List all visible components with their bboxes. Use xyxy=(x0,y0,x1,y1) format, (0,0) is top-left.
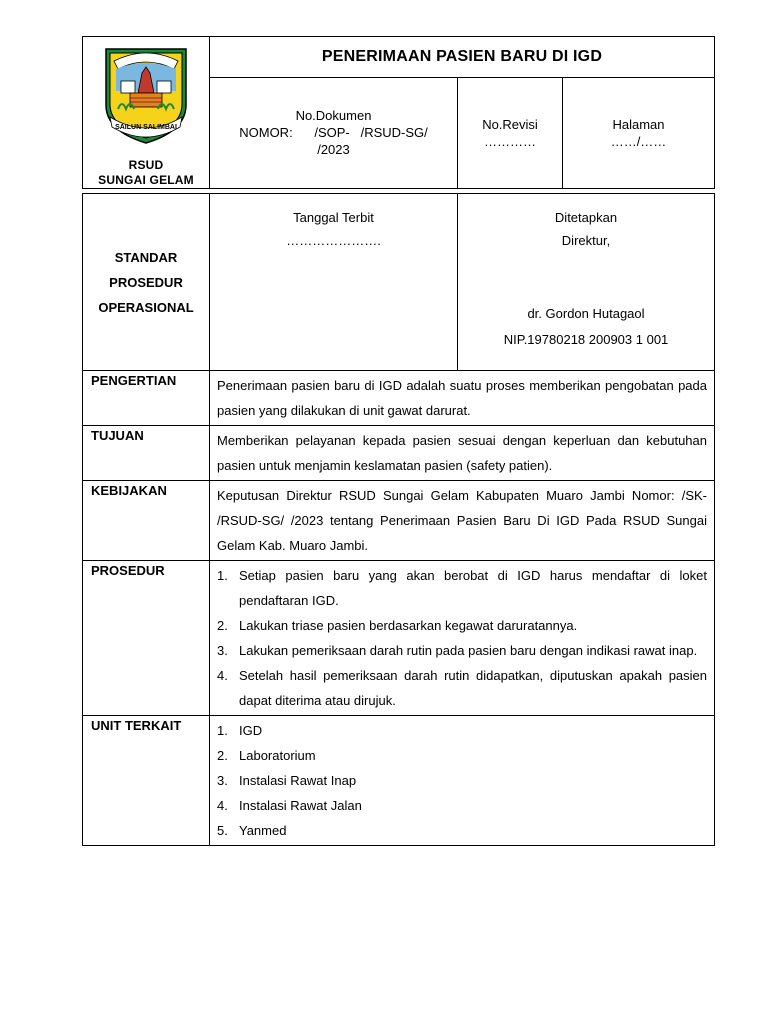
prosedur-content xyxy=(210,561,715,716)
kebijakan-text: Keputusan Direktur RSUD Sungai Gelam Kabupaten Muaro Jambi Nomor: /SK- /RSUD-SG/ /2023 tentang Penerimaan Pasien Baru Di IGD Pada RSUD Sungai Gelam Kab. Muaro Jambi. xyxy=(210,481,715,561)
tanggal-terbit-value: …………………. xyxy=(286,233,381,248)
list-item xyxy=(217,563,707,613)
list-item xyxy=(217,718,707,743)
nomor-year: /2023 xyxy=(317,142,350,158)
list-item-number: 1. xyxy=(217,723,228,738)
logo-cell xyxy=(83,37,210,189)
list-item-number: 5. xyxy=(217,823,228,838)
tanggal-terbit-cell xyxy=(210,194,458,371)
sop-document xyxy=(82,36,714,846)
list-item xyxy=(217,793,707,818)
pengertian-label: PENGERTIAN xyxy=(83,371,210,426)
regency-emblem-logo xyxy=(94,43,198,147)
list-item-number: 3. xyxy=(217,643,228,658)
tujuan-text: Memberikan pelayanan kepada pasien sesuai dengan keperluan dan kebutuhan pasien untuk menjamin keslamatan pasien (safety patien). xyxy=(210,426,715,481)
list-item-text: IGD xyxy=(239,723,263,738)
sop-label-line2: PROSEDUR xyxy=(109,274,183,290)
title-cell xyxy=(210,37,715,78)
kebijakan-label: KEBIJAKAN xyxy=(83,481,210,561)
no-revisi-value: ………… xyxy=(484,133,536,149)
unit-terkait-list xyxy=(217,718,707,843)
prosedur-label: PROSEDUR xyxy=(83,561,210,716)
list-item-text: Instalasi Rawat Inap xyxy=(239,773,357,788)
tanggal-terbit-label: Tanggal Terbit xyxy=(293,210,374,225)
list-item xyxy=(217,638,707,663)
halaman-cell xyxy=(563,77,715,188)
no-dokumen-label: No.Dokumen xyxy=(295,108,372,124)
list-item-number: 2. xyxy=(217,618,228,633)
ditetapkan-cell xyxy=(458,194,715,371)
tujuan-label: TUJUAN xyxy=(83,426,210,481)
document-header xyxy=(82,36,715,189)
list-item-text: Setelah hasil pemeriksaan darah rutin didapatkan, diputuskan apakah pasien dapat diterima atau dirujuk. xyxy=(239,668,707,708)
sop-label-line3: OPERASIONAL xyxy=(98,299,194,315)
no-revisi-label: No.Revisi xyxy=(482,116,538,132)
no-dokumen-cell xyxy=(210,77,458,188)
halaman-label: Halaman xyxy=(612,116,665,132)
hospital-name-line1: RSUD xyxy=(128,158,164,172)
director-nip: NIP.19780218 200903 1 001 xyxy=(503,332,669,347)
sop-label-cell xyxy=(83,194,210,371)
sop-label-line1: STANDAR xyxy=(114,249,178,265)
list-item-number: 4. xyxy=(217,668,228,683)
list-item-number: 3. xyxy=(217,773,228,788)
list-item xyxy=(217,818,707,843)
list-item-text: Setiap pasien baru yang akan berobat di IGD harus mendaftar di loket pendaftaran IGD. xyxy=(239,568,707,608)
list-item-number: 1. xyxy=(217,568,228,583)
list-item xyxy=(217,768,707,793)
list-item xyxy=(217,613,707,638)
list-item-text: Instalasi Rawat Jalan xyxy=(239,798,362,813)
no-revisi-cell xyxy=(458,77,563,188)
list-item-number: 4. xyxy=(217,798,228,813)
director-name: dr. Gordon Hutagaol xyxy=(527,306,645,321)
document-title: PENERIMAAN PASIEN BARU DI IGD xyxy=(321,47,603,65)
prosedur-list xyxy=(217,563,707,713)
unit-terkait-label: UNIT TERKAIT xyxy=(83,716,210,846)
list-item-text: Laboratorium xyxy=(239,748,316,763)
sop-table xyxy=(82,193,715,846)
list-item-number: 2. xyxy=(217,748,228,763)
hospital-name-line2: SUNGAI GELAM xyxy=(98,173,194,187)
pengertian-text: Penerimaan pasien baru di IGD adalah suatu proses memberikan pengobatan pada pasien yang dilakukan di unit gawat darurat. xyxy=(210,371,715,426)
halaman-value: ……/…… xyxy=(610,133,667,149)
logo-text: SAILUN SALIMBAI xyxy=(115,124,177,131)
list-item xyxy=(217,743,707,768)
unit-terkait-content xyxy=(210,716,715,846)
direktur-label: Direktur, xyxy=(561,233,611,248)
list-item-text: Lakukan pemeriksaan darah rutin pada pasien baru dengan indikasi rawat inap. xyxy=(239,643,698,658)
list-item-text: Lakukan triase pasien berdasarkan kegawat daruratannya. xyxy=(239,618,578,633)
ditetapkan-label: Ditetapkan xyxy=(554,210,618,225)
list-item xyxy=(217,663,707,713)
nomor-value: NOMOR: /SOP- /RSUD-SG/ xyxy=(239,125,428,141)
list-item-text: Yanmed xyxy=(239,823,287,838)
